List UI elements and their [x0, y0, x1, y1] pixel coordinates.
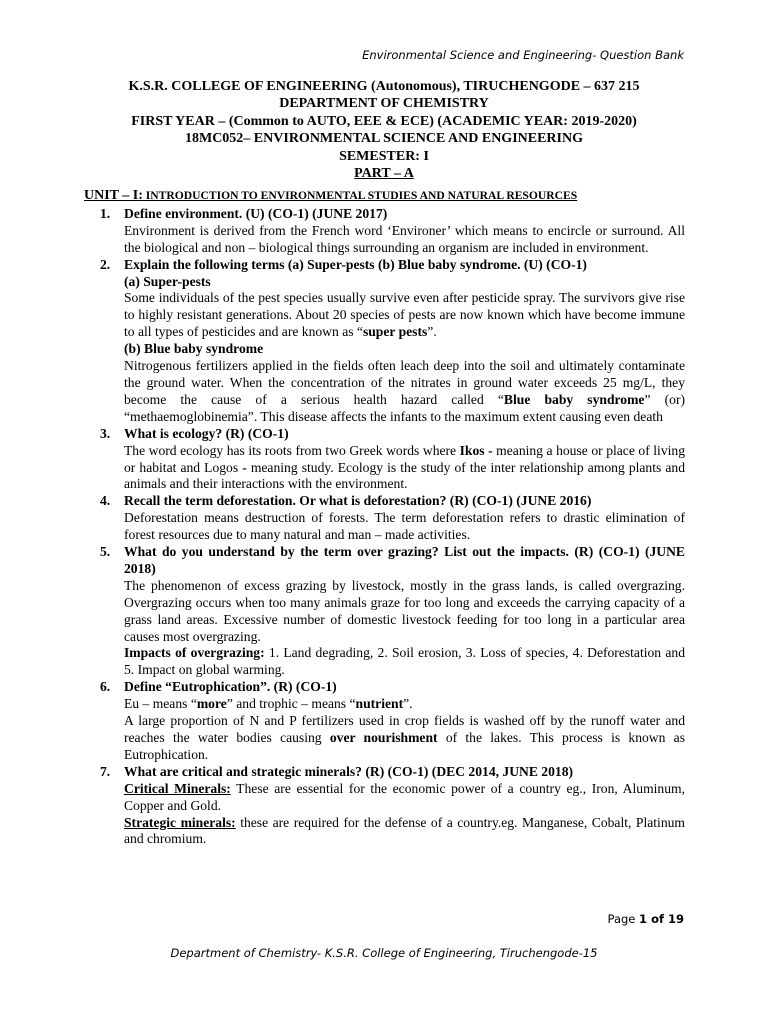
question-text: Explain the following terms (a) Super-pests (b) Blue baby syndrome. (U) (CO-1)	[124, 256, 587, 272]
question-text: Define “Eutrophication”. (R) (CO-1)	[124, 679, 337, 695]
answer-span: ” (or) “methaemoglobinemia”. This disease affects the infants to the maximum extent causing even death	[124, 391, 685, 424]
part-title: PART – A	[354, 166, 414, 182]
answer-text: The phenomenon of excess grazing by livestock, mostly in the grass lands, is called overgrazing. Overgrazing occurs when too many animals graze for too long and exceeds the carrying capacity of a grass land areas. Excessive number of domestic livestock feeding for too long in a particular area causes most overgrazing.	[124, 577, 685, 644]
question-7	[84, 764, 685, 849]
answer-span: A large proportion of N and P fertilizers used in crop fields is washed off by the runoff water and reaches the water bodies causing	[124, 713, 685, 745]
answer-bold: nutrient	[355, 696, 404, 712]
answer-bold: over nourishment	[329, 730, 438, 745]
critical-minerals-label: Critical Minerals:	[124, 780, 231, 796]
answer-bold: Ikos -	[459, 442, 497, 458]
page-prefix: Page	[607, 912, 640, 926]
answer-text	[124, 696, 685, 713]
question-number: 7.	[100, 763, 111, 779]
question-text: What is ecology? (R) (CO-1)	[124, 425, 289, 441]
answer-span: these are required for the defense of a country.eg. Manganese, Cobalt, Platinum and chromium.	[124, 814, 685, 847]
answer-bold: Blue baby syndrome	[503, 391, 645, 407]
page-total: 19	[667, 912, 684, 926]
critical-minerals-text	[124, 781, 685, 815]
page-current: 1	[639, 912, 648, 926]
running-header: Environmental Science and Engineering- Question Bank	[362, 48, 684, 62]
strategic-minerals-text	[124, 815, 685, 849]
answer-bold: more	[196, 696, 227, 712]
unit-title: INTRODUCTION TO ENVIRONMENTAL STUDIES AND NATURAL RESOURCES	[142, 189, 578, 202]
subheading-super-pests: (a) Super-pests	[124, 273, 211, 289]
question-number: 2.	[100, 256, 111, 272]
question-number: 1.	[100, 205, 111, 221]
strategic-minerals-label: Strategic minerals:	[124, 814, 236, 830]
answer-span: These are essential for the economic power of a country eg., Iron, Aluminum, Copper and Gold.	[124, 780, 685, 813]
answer-span: The word ecology has its roots from two Greek words where	[124, 442, 460, 458]
question-number: 3.	[100, 425, 111, 441]
year-info: FIRST YEAR – (Common to AUTO, EEE & ECE) (ACADEMIC YEAR: 2019-2020)	[131, 113, 637, 129]
answer-text	[124, 358, 685, 426]
unit-heading	[84, 187, 685, 205]
answer-text: Environment is derived from the French word ‘Environer’ which means to encircle or surround. All the biological and non – biological things surrounding an organism are included in environment.	[124, 222, 685, 255]
answer-text	[124, 290, 685, 341]
question-text: Recall the term deforestation. Or what is deforestation? (R) (CO-1) (JUNE 2016)	[124, 493, 592, 509]
answer-span: Eu – means “	[124, 696, 197, 712]
answer-span: of the lakes. This process is known as Eutrophication.	[124, 730, 685, 762]
answer-span: ” and trophic – means “	[226, 696, 356, 712]
answer-text: Deforestation means destruction of forests. The term deforestation refers to drastic elimination of forest resources due to many natural and man – made activities.	[124, 510, 685, 543]
answer-text	[124, 713, 685, 764]
impacts-text	[124, 645, 685, 679]
answer-span: ”.	[403, 696, 413, 712]
question-text: What are critical and strategic minerals? (R) (CO-1) (DEC 2014, JUNE 2018)	[124, 763, 574, 779]
question-6	[84, 679, 685, 764]
college-name: K.S.R. COLLEGE OF ENGINEERING (Autonomous), TIRUCHENGODE – 637 215	[128, 79, 640, 94]
answer-span: meaning a house or place of living or habitat and Logos	[124, 442, 685, 475]
title-block	[0, 78, 768, 182]
semester: SEMESTER: I	[339, 148, 429, 164]
answer-span: 1. Land degrading, 2. Soil erosion, 3. Loss of species, 4. Deforestation and 5. Impact on global warming.	[124, 645, 685, 678]
question-2	[84, 257, 685, 426]
question-number: 6.	[100, 679, 111, 695]
question-list	[84, 187, 685, 848]
page-sep: of	[647, 912, 668, 926]
answer-span: Some individuals of the pest species usually survive even after pesticide spray. The survivors give rise to highly resistant generations. About 20 species of pests are now known which have become immune to all types of pesticides and are known as “	[124, 290, 685, 340]
answer-span: Nitrogenous fertilizers applied in the fields often leach deep into the soil and ultimately contaminate the ground water. When the concentration of the nitrates in ground water exceeds 25 mg/L, they become the cause of a serious health hazard called “	[124, 358, 685, 407]
subheading-blue-baby: (b) Blue baby syndrome	[124, 341, 264, 357]
answer-span: ”.	[427, 324, 437, 340]
question-text: What do you understand by the term over grazing? List out the impacts. (R) (CO-1) (JUNE 2018)	[124, 544, 685, 576]
unit-label: UNIT – I:	[84, 188, 143, 203]
answer-text	[124, 443, 685, 494]
question-1	[84, 206, 685, 257]
answer-span: meaning study. Ecology is the study of the inter relationship among plants and animals and their interactions with the environment.	[124, 459, 685, 492]
question-4	[84, 493, 685, 544]
answer-bold: -	[242, 459, 251, 475]
question-text: Define environment. (U) (CO-1) (JUNE 2017)	[124, 205, 388, 221]
question-3	[84, 426, 685, 494]
question-5	[84, 544, 685, 679]
page-number	[608, 912, 684, 926]
department-name: DEPARTMENT OF CHEMISTRY	[279, 96, 489, 112]
impacts-label: Impacts of overgrazing:	[124, 645, 265, 661]
question-number: 4.	[100, 493, 111, 509]
answer-bold: super pests	[362, 324, 428, 340]
question-number: 5.	[100, 544, 111, 560]
course-title: 18MC052– ENVIRONMENTAL SCIENCE AND ENGINEERING	[184, 131, 583, 147]
running-footer: Department of Chemistry- K.S.R. College of Engineering, Tiruchengode-15	[170, 946, 598, 960]
